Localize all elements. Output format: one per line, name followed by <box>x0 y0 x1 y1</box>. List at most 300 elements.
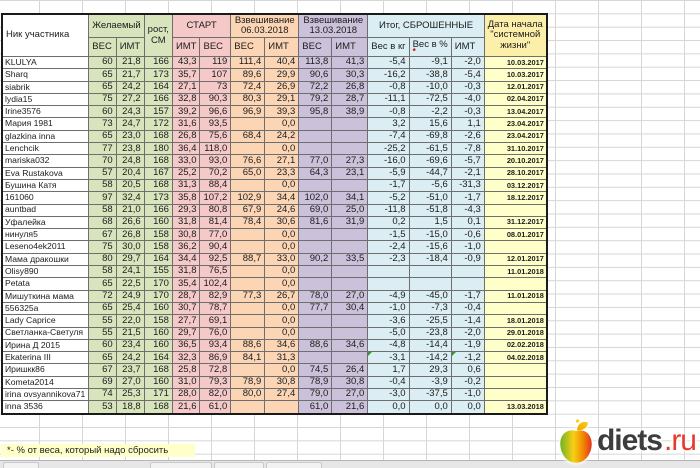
subheader-desired-bmi[interactable]: ИМТ <box>116 38 144 57</box>
value-cell[interactable]: -14,2 <box>409 352 451 364</box>
value-cell[interactable]: 18,8 <box>116 401 144 414</box>
value-cell[interactable] <box>231 278 265 290</box>
value-cell[interactable]: -3,6 <box>368 315 409 327</box>
value-cell[interactable]: 23,3 <box>265 167 299 179</box>
value-cell[interactable]: 27,1 <box>172 81 200 93</box>
value-cell[interactable] <box>299 327 332 339</box>
participant-name-cell[interactable]: Ekaterina III <box>2 352 89 364</box>
value-cell[interactable]: 21,5 <box>116 327 144 339</box>
value-cell[interactable]: 60 <box>89 339 116 351</box>
col-header-start[interactable]: СТАРТ <box>172 14 230 38</box>
value-cell[interactable]: -37,5 <box>409 389 451 401</box>
value-cell[interactable]: -5,2 <box>368 192 409 204</box>
value-cell[interactable]: 29,9 <box>265 69 299 81</box>
value-cell[interactable]: 171 <box>144 389 172 401</box>
start-date-cell[interactable]: 13.03.2018 <box>484 401 547 414</box>
value-cell[interactable]: -1,0 <box>368 302 409 314</box>
value-cell[interactable] <box>332 278 368 290</box>
value-cell[interactable]: 68 <box>89 216 116 228</box>
value-cell[interactable]: 168 <box>144 364 172 376</box>
value-cell[interactable]: 23,1 <box>332 167 368 179</box>
value-cell[interactable] <box>231 118 265 130</box>
value-cell[interactable]: 32,4 <box>116 192 144 204</box>
start-date-cell[interactable]: 23.04.2017 <box>484 118 547 130</box>
value-cell[interactable]: 27,7 <box>172 315 200 327</box>
value-cell[interactable]: 31,9 <box>332 216 368 228</box>
value-cell[interactable]: -31,3 <box>451 179 484 191</box>
value-cell[interactable]: -72,5 <box>409 93 451 105</box>
value-cell[interactable]: 75,6 <box>200 130 231 142</box>
value-cell[interactable]: 107,2 <box>200 192 231 204</box>
value-cell[interactable]: 61,0 <box>299 401 332 414</box>
participant-name-cell[interactable]: Leseno4ek2011 <box>2 241 89 253</box>
value-cell[interactable] <box>231 302 265 314</box>
value-cell[interactable]: -1,0 <box>451 241 484 253</box>
value-cell[interactable]: 93,0 <box>200 155 231 167</box>
value-cell[interactable]: 78,0 <box>299 290 332 302</box>
value-cell[interactable]: 168 <box>144 155 172 167</box>
value-cell[interactable]: 166 <box>144 93 172 105</box>
participant-name-cell[interactable]: Lenchcik <box>2 143 89 155</box>
value-cell[interactable]: -1,7 <box>451 192 484 204</box>
value-cell[interactable] <box>231 327 265 339</box>
value-cell[interactable]: -51,0 <box>409 192 451 204</box>
value-cell[interactable]: -4,9 <box>368 290 409 302</box>
value-cell[interactable]: 24,3 <box>116 106 144 118</box>
value-cell[interactable]: 31,6 <box>172 118 200 130</box>
subheader-start-weight[interactable]: ВЕС <box>200 38 231 57</box>
value-cell[interactable]: 0,0 <box>265 229 299 241</box>
value-cell[interactable]: 160 <box>144 376 172 388</box>
value-cell[interactable] <box>231 179 265 191</box>
value-cell[interactable]: -0,9 <box>451 253 484 265</box>
start-date-cell[interactable]: 29.01.2018 <box>484 327 547 339</box>
value-cell[interactable]: -0,8 <box>368 81 409 93</box>
start-date-cell[interactable]: 04.02.2018 <box>484 352 547 364</box>
value-cell[interactable] <box>299 143 332 155</box>
subheader-lost-kg[interactable]: Вес в кг <box>368 38 409 57</box>
value-cell[interactable]: 34,6 <box>265 339 299 351</box>
value-cell[interactable] <box>231 401 265 414</box>
value-cell[interactable]: 164 <box>144 253 172 265</box>
value-cell[interactable]: 77,0 <box>200 229 231 241</box>
value-cell[interactable]: 88,6 <box>299 339 332 351</box>
value-cell[interactable] <box>299 130 332 142</box>
start-date-cell[interactable] <box>484 278 547 290</box>
value-cell[interactable]: -25,5 <box>409 315 451 327</box>
participant-name-cell[interactable]: Olisy890 <box>2 266 89 278</box>
value-cell[interactable]: 158 <box>144 229 172 241</box>
participant-name-cell[interactable]: irina ovsyannikova71 <box>2 389 89 401</box>
value-cell[interactable]: 70,2 <box>200 167 231 179</box>
value-cell[interactable]: -7,8 <box>451 143 484 155</box>
value-cell[interactable]: 58 <box>89 204 116 216</box>
participant-name-cell[interactable]: mariska032 <box>2 155 89 167</box>
value-cell[interactable]: 22,0 <box>116 315 144 327</box>
value-cell[interactable]: 68,4 <box>231 130 265 142</box>
value-cell[interactable]: 102,0 <box>299 192 332 204</box>
value-cell[interactable]: 1,7 <box>368 364 409 376</box>
value-cell[interactable]: 36,4 <box>172 143 200 155</box>
value-cell[interactable]: 24,9 <box>116 290 144 302</box>
value-cell[interactable]: 75 <box>89 93 116 105</box>
value-cell[interactable]: -1,7 <box>451 290 484 302</box>
participant-name-cell[interactable]: Lady Caprice <box>2 315 89 327</box>
value-cell[interactable]: 39,3 <box>265 106 299 118</box>
value-cell[interactable]: -3,1 <box>368 352 409 364</box>
value-cell[interactable]: 79,3 <box>200 376 231 388</box>
value-cell[interactable]: -15,0 <box>409 229 451 241</box>
participant-name-cell[interactable]: Irine3576 <box>2 106 89 118</box>
value-cell[interactable]: 72,8 <box>200 364 231 376</box>
value-cell[interactable]: -5,6 <box>409 179 451 191</box>
value-cell[interactable]: -3,9 <box>409 376 451 388</box>
participant-name-cell[interactable]: Мама дракошки <box>2 253 89 265</box>
value-cell[interactable]: 0,0 <box>265 327 299 339</box>
value-cell[interactable]: 26,8 <box>172 130 200 142</box>
value-cell[interactable]: 167 <box>144 167 172 179</box>
value-cell[interactable]: 90,2 <box>299 253 332 265</box>
value-cell[interactable]: 55 <box>89 315 116 327</box>
value-cell[interactable]: 3,2 <box>368 118 409 130</box>
value-cell[interactable]: 58 <box>89 179 116 191</box>
start-date-cell[interactable]: 02.02.2018 <box>484 339 547 351</box>
value-cell[interactable]: 96,6 <box>200 106 231 118</box>
sheet-tab[interactable] <box>214 462 264 468</box>
value-cell[interactable]: 22,5 <box>116 278 144 290</box>
value-cell[interactable] <box>231 266 265 278</box>
value-cell[interactable]: 33,0 <box>265 253 299 265</box>
value-cell[interactable]: 107 <box>200 69 231 81</box>
value-cell[interactable]: -2,4 <box>368 241 409 253</box>
value-cell[interactable]: 34,4 <box>172 253 200 265</box>
value-cell[interactable]: -61,5 <box>409 143 451 155</box>
value-cell[interactable] <box>231 229 265 241</box>
value-cell[interactable]: 160 <box>144 327 172 339</box>
start-date-cell[interactable] <box>484 241 547 253</box>
value-cell[interactable]: 88,6 <box>231 339 265 351</box>
value-cell[interactable]: 26,7 <box>265 290 299 302</box>
value-cell[interactable]: -2,6 <box>451 130 484 142</box>
start-date-cell[interactable]: 10.03.2017 <box>484 69 547 81</box>
subheader-w1-weight[interactable]: ВЕС <box>231 38 265 57</box>
value-cell[interactable]: 90,6 <box>299 69 332 81</box>
start-date-cell[interactable]: 08.01.2017 <box>484 229 547 241</box>
value-cell[interactable] <box>231 315 265 327</box>
value-cell[interactable]: 60 <box>89 106 116 118</box>
value-cell[interactable]: 29,3 <box>172 204 200 216</box>
value-cell[interactable]: -16,2 <box>368 69 409 81</box>
sheet-tab[interactable] <box>3 462 39 468</box>
value-cell[interactable]: 23,7 <box>116 364 144 376</box>
value-cell[interactable]: 96,9 <box>231 106 265 118</box>
value-cell[interactable]: -5,0 <box>368 327 409 339</box>
participant-name-cell[interactable]: 556325a <box>2 302 89 314</box>
value-cell[interactable]: 1,1 <box>451 118 484 130</box>
value-cell[interactable]: 78,9 <box>299 376 332 388</box>
value-cell[interactable]: -9,1 <box>409 57 451 69</box>
value-cell[interactable] <box>368 278 409 290</box>
value-cell[interactable]: 1,5 <box>409 216 451 228</box>
value-cell[interactable]: 158 <box>144 241 172 253</box>
value-cell[interactable]: -16,0 <box>368 155 409 167</box>
value-cell[interactable]: -5,7 <box>451 155 484 167</box>
value-cell[interactable]: -1,9 <box>451 339 484 351</box>
value-cell[interactable]: 92,5 <box>200 253 231 265</box>
value-cell[interactable]: 82,0 <box>200 389 231 401</box>
value-cell[interactable]: 25,8 <box>172 364 200 376</box>
start-date-cell[interactable]: 28.10.2017 <box>484 167 547 179</box>
value-cell[interactable]: 29,7 <box>116 253 144 265</box>
value-cell[interactable]: 23,4 <box>116 339 144 351</box>
value-cell[interactable]: 31,8 <box>172 266 200 278</box>
value-cell[interactable]: 74 <box>89 389 116 401</box>
start-date-cell[interactable]: 02.04.2017 <box>484 93 547 105</box>
start-date-cell[interactable]: 11.01.2018 <box>484 266 547 278</box>
value-cell[interactable]: 36,2 <box>172 241 200 253</box>
value-cell[interactable]: 38,9 <box>332 106 368 118</box>
value-cell[interactable]: 27,3 <box>332 155 368 167</box>
value-cell[interactable]: 0,0 <box>265 315 299 327</box>
start-date-cell[interactable]: 18.12.2017 <box>484 192 547 204</box>
sheet-tab[interactable] <box>266 462 322 468</box>
value-cell[interactable] <box>231 364 265 376</box>
value-cell[interactable]: 30,0 <box>116 241 144 253</box>
value-cell[interactable]: 81,6 <box>299 216 332 228</box>
value-cell[interactable]: -0,2 <box>451 376 484 388</box>
value-cell[interactable]: 76,0 <box>200 327 231 339</box>
value-cell[interactable]: -2,0 <box>451 57 484 69</box>
value-cell[interactable]: 35,7 <box>172 69 200 81</box>
value-cell[interactable]: 24,2 <box>116 352 144 364</box>
value-cell[interactable]: -0,4 <box>451 302 484 314</box>
value-cell[interactable]: -69,8 <box>409 130 451 142</box>
col-header-weighin-2[interactable] <box>299 14 368 38</box>
value-cell[interactable]: 34,1 <box>332 192 368 204</box>
value-cell[interactable]: 28,7 <box>172 290 200 302</box>
value-cell[interactable]: -2,3 <box>368 253 409 265</box>
start-date-cell[interactable] <box>484 389 547 401</box>
participant-name-cell[interactable]: lydia15 <box>2 93 89 105</box>
value-cell[interactable]: 30,8 <box>332 376 368 388</box>
value-cell[interactable]: -5,4 <box>451 69 484 81</box>
value-cell[interactable] <box>231 241 265 253</box>
col-header-desired[interactable]: Желаемый <box>89 14 144 38</box>
value-cell[interactable]: 79,2 <box>299 93 332 105</box>
participant-name-cell[interactable]: 161060 <box>2 192 89 204</box>
subheader-w1-bmi[interactable]: ИМТ <box>265 38 299 57</box>
value-cell[interactable]: 157 <box>144 106 172 118</box>
start-date-cell[interactable]: 12.01.2017 <box>484 81 547 93</box>
value-cell[interactable]: 24,8 <box>116 155 144 167</box>
value-cell[interactable]: 21,0 <box>116 204 144 216</box>
value-cell[interactable]: 65 <box>89 130 116 142</box>
value-cell[interactable]: 76,5 <box>200 266 231 278</box>
value-cell[interactable]: 0,0 <box>265 266 299 278</box>
start-date-cell[interactable]: 23.04.2017 <box>484 130 547 142</box>
value-cell[interactable]: -11,8 <box>368 204 409 216</box>
value-cell[interactable]: 160 <box>144 339 172 351</box>
value-cell[interactable]: 26,8 <box>332 81 368 93</box>
subheader-lost-bmi[interactable]: ИМТ <box>451 38 484 57</box>
value-cell[interactable]: 21,8 <box>116 57 144 69</box>
value-cell[interactable]: 0,0 <box>409 401 451 414</box>
value-cell[interactable]: 43,3 <box>172 57 200 69</box>
value-cell[interactable]: 26,4 <box>332 364 368 376</box>
value-cell[interactable]: 170 <box>144 290 172 302</box>
value-cell[interactable] <box>451 266 484 278</box>
value-cell[interactable]: -18,4 <box>409 253 451 265</box>
value-cell[interactable]: 118,0 <box>200 143 231 155</box>
value-cell[interactable]: 41,3 <box>332 57 368 69</box>
value-cell[interactable]: 40,4 <box>265 57 299 69</box>
value-cell[interactable]: 24,2 <box>116 81 144 93</box>
participant-name-cell[interactable]: glazkina inna <box>2 130 89 142</box>
value-cell[interactable]: 30,3 <box>332 69 368 81</box>
col-header-nickname[interactable]: Ник участника <box>2 14 89 57</box>
value-cell[interactable]: 74,5 <box>299 364 332 376</box>
value-cell[interactable] <box>231 143 265 155</box>
value-cell[interactable]: 20,5 <box>116 179 144 191</box>
value-cell[interactable]: 25,0 <box>332 204 368 216</box>
value-cell[interactable] <box>332 143 368 155</box>
value-cell[interactable]: 72,2 <box>299 81 332 93</box>
value-cell[interactable]: -15,6 <box>409 241 451 253</box>
value-cell[interactable]: 72 <box>89 290 116 302</box>
value-cell[interactable]: -2,0 <box>451 327 484 339</box>
value-cell[interactable]: -4,3 <box>451 204 484 216</box>
value-cell[interactable]: 0,0 <box>265 364 299 376</box>
start-date-cell[interactable]: 13.04.2017 <box>484 106 547 118</box>
value-cell[interactable]: 58 <box>89 266 116 278</box>
value-cell[interactable] <box>299 241 332 253</box>
value-cell[interactable]: 34,4 <box>265 192 299 204</box>
value-cell[interactable]: 24,1 <box>116 266 144 278</box>
value-cell[interactable]: 30,6 <box>265 216 299 228</box>
value-cell[interactable]: -44,7 <box>409 167 451 179</box>
value-cell[interactable]: 24,7 <box>116 118 144 130</box>
value-cell[interactable]: 164 <box>144 352 172 364</box>
value-cell[interactable]: 28,7 <box>332 93 368 105</box>
start-date-cell[interactable] <box>484 364 547 376</box>
value-cell[interactable]: 65 <box>89 302 116 314</box>
value-cell[interactable]: 65 <box>89 278 116 290</box>
value-cell[interactable]: 39,2 <box>172 106 200 118</box>
value-cell[interactable]: 29,1 <box>265 93 299 105</box>
start-date-cell[interactable]: 11.01.2018 <box>484 290 547 302</box>
value-cell[interactable]: 111,4 <box>231 57 265 69</box>
value-cell[interactable]: 32,3 <box>172 352 200 364</box>
value-cell[interactable]: 93,5 <box>200 118 231 130</box>
value-cell[interactable]: 0,0 <box>451 401 484 414</box>
participant-name-cell[interactable]: siabrik <box>2 81 89 93</box>
value-cell[interactable]: 26,8 <box>116 229 144 241</box>
value-cell[interactable]: -1,5 <box>368 229 409 241</box>
value-cell[interactable]: 168 <box>144 401 172 414</box>
value-cell[interactable]: -4,0 <box>451 93 484 105</box>
participant-name-cell[interactable]: Мишуткина мама <box>2 290 89 302</box>
value-cell[interactable]: -1,2 <box>451 352 484 364</box>
value-cell[interactable]: 158 <box>144 315 172 327</box>
value-cell[interactable]: 35,4 <box>172 278 200 290</box>
value-cell[interactable]: 55 <box>89 327 116 339</box>
value-cell[interactable]: 0,1 <box>451 216 484 228</box>
value-cell[interactable]: 78,4 <box>231 216 265 228</box>
value-cell[interactable]: -11,1 <box>368 93 409 105</box>
value-cell[interactable]: 0,0 <box>368 401 409 414</box>
value-cell[interactable]: 61,0 <box>200 401 231 414</box>
value-cell[interactable]: 160 <box>144 216 172 228</box>
value-cell[interactable]: 90,3 <box>200 93 231 105</box>
value-cell[interactable]: -2,2 <box>409 106 451 118</box>
value-cell[interactable]: -38,8 <box>409 69 451 81</box>
value-cell[interactable]: 26,6 <box>116 216 144 228</box>
participant-name-cell[interactable]: Kometa2014 <box>2 376 89 388</box>
value-cell[interactable]: 21,6 <box>172 401 200 414</box>
value-cell[interactable]: 30,8 <box>172 229 200 241</box>
value-cell[interactable] <box>332 229 368 241</box>
value-cell[interactable]: 0,0 <box>265 179 299 191</box>
value-cell[interactable]: -1,7 <box>368 179 409 191</box>
value-cell[interactable] <box>409 278 451 290</box>
value-cell[interactable]: 23,8 <box>116 143 144 155</box>
value-cell[interactable]: -2,1 <box>451 167 484 179</box>
value-cell[interactable] <box>409 266 451 278</box>
value-cell[interactable]: -23,8 <box>409 327 451 339</box>
value-cell[interactable]: 24,2 <box>265 130 299 142</box>
value-cell[interactable]: 180 <box>144 143 172 155</box>
value-cell[interactable]: 31,8 <box>172 216 200 228</box>
value-cell[interactable]: 0,0 <box>265 302 299 314</box>
value-cell[interactable]: -0,3 <box>451 106 484 118</box>
value-cell[interactable] <box>299 229 332 241</box>
value-cell[interactable] <box>332 327 368 339</box>
value-cell[interactable]: -5,9 <box>368 167 409 179</box>
value-cell[interactable]: 67 <box>89 229 116 241</box>
value-cell[interactable]: -3,0 <box>368 389 409 401</box>
participant-name-cell[interactable]: Ирина Д 2015 <box>2 339 89 351</box>
value-cell[interactable]: 25,3 <box>116 389 144 401</box>
value-cell[interactable]: 168 <box>144 179 172 191</box>
value-cell[interactable]: 29,3 <box>409 364 451 376</box>
value-cell[interactable]: 93,4 <box>200 339 231 351</box>
col-header-weighin-1[interactable] <box>231 14 299 38</box>
value-cell[interactable] <box>332 130 368 142</box>
start-date-cell[interactable]: 20.10.2017 <box>484 155 547 167</box>
value-cell[interactable]: 31,0 <box>172 376 200 388</box>
value-cell[interactable]: 30,7 <box>172 302 200 314</box>
value-cell[interactable]: 21,7 <box>116 69 144 81</box>
value-cell[interactable]: 0,2 <box>368 216 409 228</box>
value-cell[interactable]: 31,3 <box>172 179 200 191</box>
start-date-cell[interactable] <box>484 302 547 314</box>
value-cell[interactable]: 15,6 <box>409 118 451 130</box>
value-cell[interactable]: 77 <box>89 143 116 155</box>
value-cell[interactable]: 31,3 <box>265 352 299 364</box>
value-cell[interactable]: -51,8 <box>409 204 451 216</box>
value-cell[interactable]: 77,0 <box>299 155 332 167</box>
value-cell[interactable] <box>332 118 368 130</box>
value-cell[interactable]: 25,2 <box>172 167 200 179</box>
value-cell[interactable]: 36,5 <box>172 339 200 351</box>
value-cell[interactable]: 27,4 <box>265 389 299 401</box>
value-cell[interactable] <box>332 179 368 191</box>
value-cell[interactable]: 27,0 <box>332 290 368 302</box>
value-cell[interactable]: -10,0 <box>409 81 451 93</box>
value-cell[interactable]: 166 <box>144 204 172 216</box>
value-cell[interactable]: 65 <box>89 352 116 364</box>
value-cell[interactable]: 0,0 <box>265 278 299 290</box>
